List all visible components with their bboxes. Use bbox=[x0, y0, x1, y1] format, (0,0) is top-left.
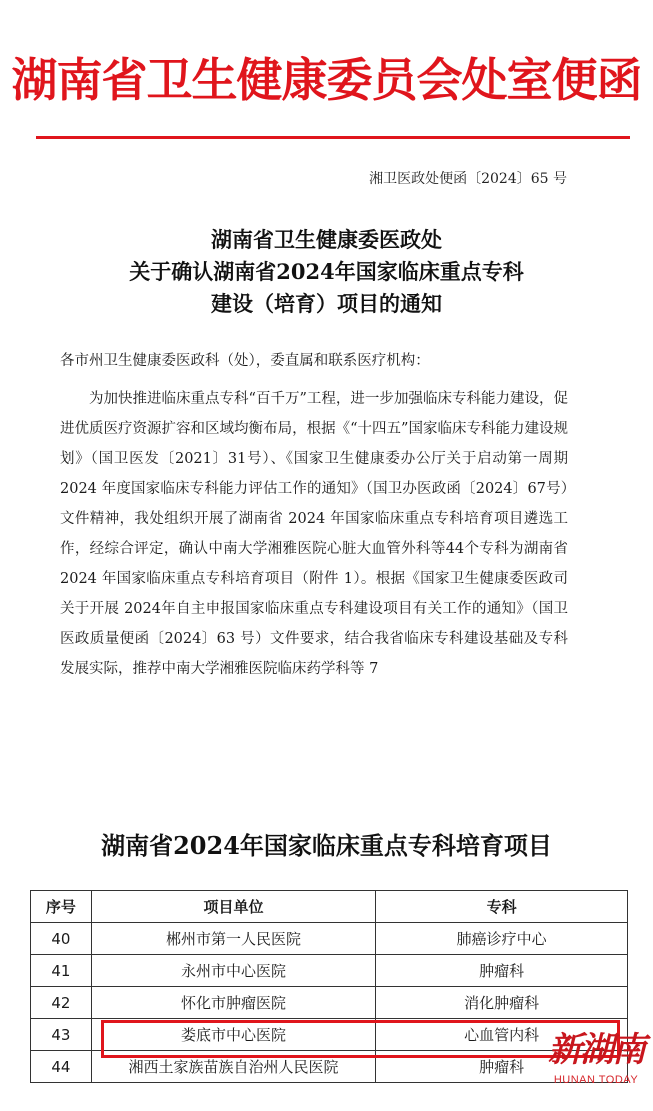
row-unit: 永州市中心医院 bbox=[91, 955, 375, 987]
row-specialty: 心血管内科 bbox=[376, 1019, 628, 1051]
table-title: 湖南省2024年国家临床重点专科培育项目 bbox=[101, 831, 552, 860]
header-unit: 项目单位 bbox=[91, 891, 375, 923]
document-number: 湘卫医政处便函〔2024〕65 号 bbox=[369, 171, 567, 187]
notice-title-line-2: 关于确认湖南省2024年国家临床重点专科 bbox=[129, 259, 524, 284]
watermark-en: HUNAN TODAY bbox=[553, 1074, 639, 1086]
row-index: 42 bbox=[31, 987, 92, 1019]
row-index: 41 bbox=[31, 955, 92, 987]
table-header-row bbox=[31, 891, 628, 923]
header-red-rule bbox=[36, 136, 630, 139]
row-index: 44 bbox=[31, 1051, 92, 1083]
notice-title-line-1: 湖南省卫生健康委医政处 bbox=[211, 227, 442, 252]
header-specialty: 专科 bbox=[376, 891, 628, 923]
salutation: 各市州卫生健康委医政科（处），委直属和联系医疗机构： bbox=[60, 353, 430, 369]
row-specialty: 肿瘤科 bbox=[376, 955, 628, 987]
row-unit: 怀化市肿瘤医院 bbox=[91, 987, 375, 1019]
row-unit: 郴州市第一人民医院 bbox=[91, 923, 375, 955]
table-row bbox=[31, 955, 628, 987]
watermark-logo bbox=[546, 1030, 646, 1086]
row-highlight-box bbox=[101, 1020, 620, 1058]
body-paragraph: 为加快推进临床重点专科“百千万”工程，进一步加强临床专科能力建设，促进优质医疗资源扩容和区域均衡布局，根据《“十四五”国家临床专科能力建设规划》（国卫医发〔2021〕31号）、《国家卫生健康委办公厅关于启动第一周期 2024 年度国家临床专科能力评估工作的通知》（国卫办医政函〔2024〕67号）文件精神，我处组织开展了湖南省 2024 年国家临床重点专科培育项目遴选工作，经综合评定，确认中南大学湘雅医院心脏大血管外科等44个专科为湖南省 2024 年国家临床重点专科培育项目（附件 1）。根据《国家卫生健康委医政司关于开展 2024年自主申报国家临床重点专科建设项目有关工作的通知》（国卫医政质量便函〔2024〕63 号）文件要求，结合我省临床专科建设基础及专科发展实际，推荐中南大学湘雅医院临床药学科等 7 bbox=[60, 391, 568, 677]
table-row bbox=[31, 987, 628, 1019]
notice-title-line-3: 建设（培育）项目的通知 bbox=[211, 291, 442, 316]
row-specialty: 肺癌诊疗中心 bbox=[376, 923, 628, 955]
table-row bbox=[31, 923, 628, 955]
watermark-cn: 新湖南 bbox=[548, 1030, 644, 1070]
row-unit: 湘西土家族苗族自治州人民医院 bbox=[91, 1051, 375, 1083]
row-specialty: 肿瘤科 bbox=[376, 1051, 628, 1083]
header-index: 序号 bbox=[31, 891, 92, 923]
masthead-title: 湖南省卫生健康委员会处室便函 bbox=[11, 53, 642, 107]
row-specialty: 消化肿瘤科 bbox=[376, 987, 628, 1019]
row-index: 43 bbox=[31, 1019, 92, 1051]
row-index: 40 bbox=[31, 923, 92, 955]
row-unit: 娄底市中心医院 bbox=[91, 1019, 375, 1051]
